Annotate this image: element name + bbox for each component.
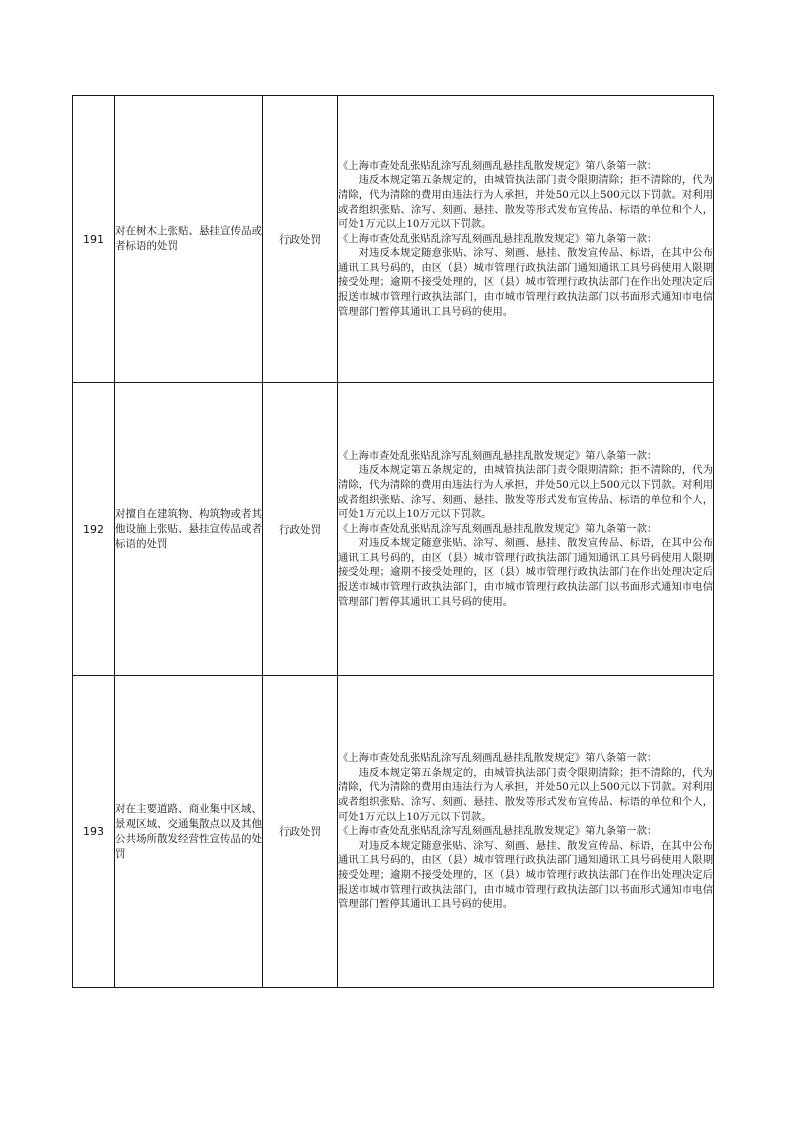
item-type: 行政处罚 xyxy=(263,676,338,988)
legal-basis xyxy=(338,383,714,676)
basis-text-article-8: 违反本规定第五条规定的，由城管执法部门责令限期清除；拒不清除的，代为清除，代为清除的费用由违法行为人承担，并处50元以上500元以下罚款。对利用或者组织张贴、涂写、刻画、悬挂、散发等形式发布宣传品、标语的单位和个人，可处1万元以上10万元以下罚款。 xyxy=(338,174,713,231)
basis-text-article-9: 对违反本规定随意张贴、涂写、刻画、悬挂、散发宣传品、标语，在其中公布通讯工具号码的，由区（县）城市管理行政执法部门通知通讯工具号码使用人限期接受处理；逾期不接受处理的，区（县）城市管理行政执法部门在作出处理决定后报送市城市管理行政执法部门，由市城市管理行政执法部门以书面形式通知市电信管理部门暂停其通讯工具号码的使用。 xyxy=(338,839,713,911)
basis-title-article-9: 《上海市查处乱张贴乱涂写乱刻画乱悬挂乱散发规定》第九条第一款： xyxy=(338,522,658,535)
basis-text-article-8: 违反本规定第五条规定的，由城管执法部门责令限期清除；拒不清除的，代为清除，代为清除的费用由违法行为人承担，并处50元以上500元以下罚款。对利用或者组织张贴、涂写、刻画、悬挂、散发等形式发布宣传品、标语的单位和个人，可处1万元以上10万元以下罚款。 xyxy=(338,464,713,521)
basis-title-article-8: 《上海市查处乱张贴乱涂写乱刻画乱悬挂乱散发规定》第八条第一款： xyxy=(338,449,658,462)
basis-text-article-9: 对违反本规定随意张贴、涂写、刻画、悬挂、散发宣传品、标语，在其中公布通讯工具号码的，由区（县）城市管理行政执法部门通知通讯工具号码使用人限期接受处理；逾期不接受处理的，区（县）城市管理行政执法部门在作出处理决定后报送市城市管理行政执法部门，由市城市管理行政执法部门以书面形式通知市电信管理部门暂停其通讯工具号码的使用。 xyxy=(338,537,713,608)
basis-title-article-9: 《上海市查处乱张贴乱涂写乱刻画乱悬挂乱散发规定》第九条第一款： xyxy=(338,232,658,245)
item-name: 对擅自在建筑物、构筑物或者其他设施上张贴、悬挂宣传品或者标语的处罚 xyxy=(115,383,263,676)
item-name: 对在主要道路、商业集中区域、景观区域、交通集散点以及其他公共场所散发经营性宣传品的处罚 xyxy=(115,676,263,988)
basis-text-article-8: 违反本规定第五条规定的，由城管执法部门责令限期清除；拒不清除的，代为清除，代为清除的费用由违法行为人承担，并处50元以上500元以下罚款。对利用或者组织张贴、涂写、刻画、悬挂、散发等形式发布宣传品、标语的单位和个人，可处1万元以上10万元以下罚款。 xyxy=(338,766,713,823)
basis-title-article-8: 《上海市查处乱张贴乱涂写乱刻画乱悬挂乱散发规定》第八条第一款： xyxy=(338,752,658,765)
row-number: 191 xyxy=(73,96,115,383)
legal-basis xyxy=(338,96,714,383)
penalty-table xyxy=(72,95,714,988)
legal-basis xyxy=(338,676,714,988)
row-number: 192 xyxy=(73,383,115,676)
row-number: 193 xyxy=(73,676,115,988)
item-type: 行政处罚 xyxy=(263,383,338,676)
basis-text-article-9: 对违反本规定随意张贴、涂写、刻画、悬挂、散发宣传品、标语，在其中公布通讯工具号码的，由区（县）城市管理行政执法部门通知通讯工具号码使用人限期接受处理；逾期不接受处理的，区（县）城市管理行政执法部门在作出处理决定后报送市城市管理行政执法部门，由市城市管理行政执法部门以书面形式通知市电信管理部门暂停其通讯工具号码的使用。 xyxy=(338,247,713,318)
basis-title-article-8: 《上海市查处乱张贴乱涂写乱刻画乱悬挂乱散发规定》第八条第一款： xyxy=(338,159,658,172)
table-row xyxy=(73,383,714,676)
table-row xyxy=(73,96,714,383)
basis-title-article-9: 《上海市查处乱张贴乱涂写乱刻画乱悬挂乱散发规定》第九条第一款： xyxy=(338,825,658,838)
item-type: 行政处罚 xyxy=(263,96,338,383)
item-name: 对在树木上张贴、悬挂宣传品或者标语的处罚 xyxy=(115,96,263,383)
table-row xyxy=(73,676,714,988)
